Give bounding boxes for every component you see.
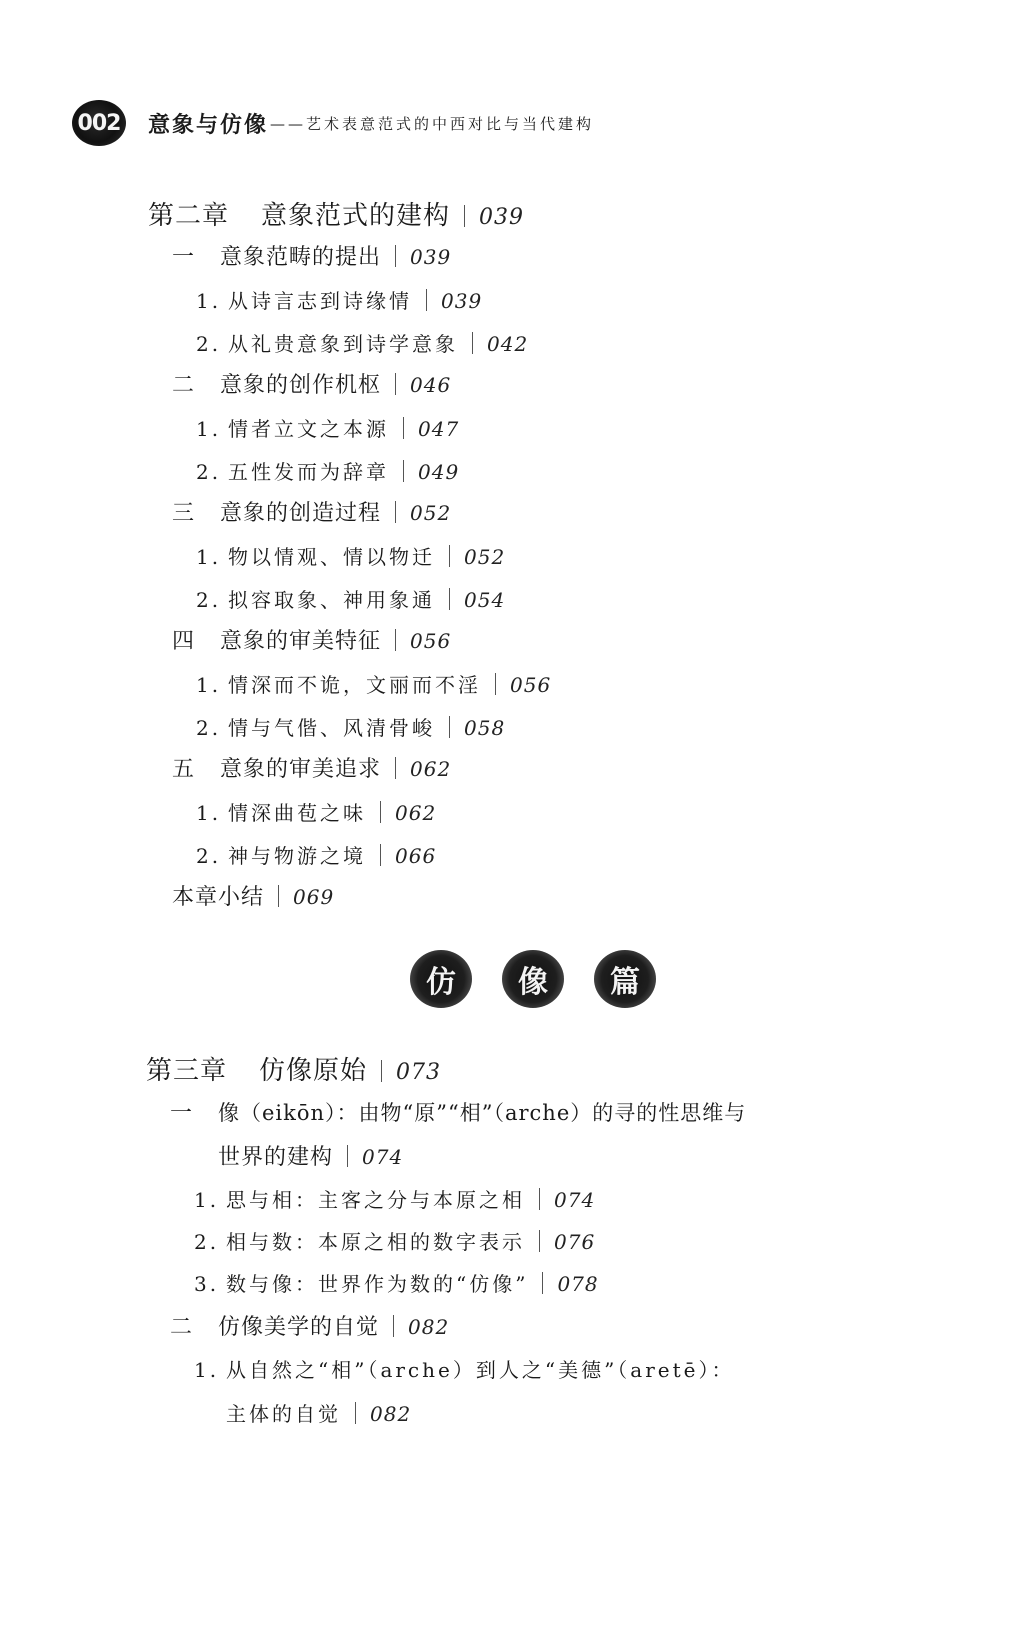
page-ref: 074	[362, 1145, 404, 1169]
page-ref: 076	[554, 1230, 596, 1254]
page-ref: 062	[410, 757, 452, 781]
item-number: 2.	[194, 1230, 220, 1254]
toc-chapter-2[interactable]	[148, 195, 524, 232]
running-header	[72, 100, 594, 146]
page-separator	[380, 844, 381, 866]
chapter-label: 第三章	[146, 1056, 228, 1086]
item-title: 数与像：世界作为数的“仿像”	[226, 1272, 529, 1296]
page-separator	[380, 801, 381, 823]
item-title: 五性发而为辞章	[228, 460, 389, 484]
part-char: 像	[502, 950, 564, 1008]
toc-item[interactable]	[194, 1268, 599, 1297]
item-number: 1.	[196, 289, 222, 313]
item-number: 1.	[196, 417, 222, 441]
page-ref: 078	[557, 1272, 599, 1296]
page-ref: 049	[418, 460, 460, 484]
page-ref: 047	[418, 417, 460, 441]
item-number: 1.	[194, 1188, 220, 1212]
page-ref: 074	[554, 1188, 596, 1212]
page-ref: 082	[408, 1315, 450, 1339]
toc-item-continued[interactable]	[226, 1398, 411, 1427]
item-number: 1.	[194, 1358, 220, 1382]
page-separator	[347, 1145, 348, 1167]
page-ref: 066	[395, 844, 437, 868]
page-separator	[395, 757, 396, 779]
part-char: 仿	[410, 950, 472, 1008]
toc-item[interactable]	[196, 584, 505, 613]
item-title: 情深而不诡，文丽而不淫	[228, 673, 481, 697]
page-separator	[449, 545, 450, 567]
toc-item[interactable]	[196, 797, 436, 826]
page-ref: 039	[479, 205, 525, 230]
page-separator	[495, 673, 496, 695]
item-number: 1.	[196, 673, 222, 697]
item-number: 2.	[196, 716, 222, 740]
item-title: 相与数：本原之相的数字表示	[226, 1230, 525, 1254]
item-title: 物以情观、情以物迁	[228, 545, 435, 569]
section-title: 仿像美学的自觉	[218, 1315, 380, 1340]
book-title: 意象与仿像	[148, 111, 269, 138]
page-ref: 039	[410, 245, 452, 269]
page-ref: 073	[396, 1060, 442, 1085]
section-title: 意象的审美特征	[220, 629, 382, 654]
item-number: 2.	[196, 588, 222, 612]
page-separator	[395, 501, 396, 523]
part-char: 篇	[594, 950, 656, 1008]
page-separator	[395, 629, 396, 651]
page-ref: 082	[370, 1402, 412, 1426]
toc-item[interactable]	[196, 413, 459, 442]
page-ref: 054	[464, 588, 506, 612]
toc-section[interactable]	[172, 240, 451, 271]
toc-item[interactable]	[196, 328, 528, 357]
section-number: 四	[172, 629, 196, 654]
page-ref: 042	[487, 332, 529, 356]
page-separator	[381, 1060, 382, 1082]
item-title-continued: 主体的自觉	[226, 1402, 341, 1426]
page-separator	[395, 245, 396, 267]
section-title: 意象范畴的提出	[220, 245, 382, 270]
page-separator	[403, 460, 404, 482]
book-subtitle: ——艺术表意范式的中西对比与当代建构	[270, 114, 595, 133]
summary-title: 本章小结	[172, 885, 265, 910]
page-number-badge: 002	[72, 100, 126, 146]
page-ref: 062	[395, 801, 437, 825]
toc-section[interactable]	[172, 368, 451, 399]
page-separator	[403, 417, 404, 439]
section-number: 一	[172, 245, 196, 270]
toc-section[interactable]	[172, 752, 451, 783]
item-title: 情者立文之本源	[228, 417, 389, 441]
item-title: 从礼贵意象到诗学意象	[228, 332, 458, 356]
page-ref: 039	[441, 289, 483, 313]
page-ref: 052	[410, 501, 452, 525]
section-title: 意象的创作机枢	[220, 373, 382, 398]
toc-summary[interactable]	[172, 880, 334, 911]
part-banner	[410, 950, 656, 1008]
section-number: 一	[170, 1101, 194, 1126]
toc-section[interactable]	[172, 496, 451, 527]
section-number: 二	[172, 373, 196, 398]
item-title: 情与气偕、风清骨峻	[228, 716, 435, 740]
toc-section-continued[interactable]	[218, 1140, 403, 1171]
section-title: 意象的创造过程	[220, 501, 382, 526]
item-title: 思与相：主客之分与本原之相	[226, 1188, 525, 1212]
page-separator	[464, 205, 465, 227]
toc-item[interactable]	[196, 285, 482, 314]
item-title: 从自然之“相”（arche）到人之“美德”（aretē）：	[226, 1358, 735, 1382]
page-separator	[355, 1402, 356, 1424]
item-number: 2.	[196, 460, 222, 484]
chapter-label: 第二章	[148, 201, 230, 231]
toc-item[interactable]	[196, 840, 436, 869]
chapter-title: 仿像原始	[259, 1056, 368, 1086]
toc-item[interactable]	[196, 669, 551, 698]
item-number: 1.	[196, 545, 222, 569]
item-number: 2.	[196, 332, 222, 356]
section-title: 像（eikōn）：由物“原”“相”（arche）的寻的性思维与	[218, 1101, 747, 1125]
page-separator	[542, 1272, 543, 1294]
toc-section[interactable]	[172, 624, 451, 655]
item-title: 拟容取象、神用象通	[228, 588, 435, 612]
page-separator	[449, 588, 450, 610]
page-ref: 056	[410, 629, 452, 653]
item-title: 情深曲苞之味	[228, 801, 366, 825]
toc-item[interactable]	[194, 1184, 595, 1213]
toc-section[interactable]	[170, 1096, 746, 1127]
toc-item[interactable]	[194, 1354, 735, 1383]
section-number: 三	[172, 501, 196, 526]
toc-item[interactable]	[194, 1226, 595, 1255]
page-separator	[539, 1188, 540, 1210]
item-title: 神与物游之境	[228, 844, 366, 868]
item-number: 1.	[196, 801, 222, 825]
item-number: 2.	[196, 844, 222, 868]
page-separator	[472, 332, 473, 354]
page-ref: 056	[510, 673, 552, 697]
page-separator	[395, 373, 396, 395]
toc-section[interactable]	[170, 1310, 449, 1341]
section-number: 五	[172, 757, 196, 782]
section-number: 二	[170, 1315, 194, 1340]
section-title: 意象的审美追求	[220, 757, 382, 782]
chapter-title: 意象范式的建构	[261, 201, 451, 231]
page-separator	[426, 289, 427, 311]
page-separator	[539, 1230, 540, 1252]
item-number: 3.	[194, 1272, 220, 1296]
page-ref: 052	[464, 545, 506, 569]
item-title: 从诗言志到诗缘情	[228, 289, 412, 313]
page-ref: 069	[293, 885, 335, 909]
toc-item[interactable]	[196, 456, 459, 485]
page-separator	[393, 1315, 394, 1337]
section-title-continued: 世界的建构	[218, 1145, 334, 1170]
toc-item[interactable]	[196, 712, 505, 741]
page-ref: 046	[410, 373, 452, 397]
page-separator	[449, 716, 450, 738]
toc-item[interactable]	[196, 541, 505, 570]
page-ref: 058	[464, 716, 506, 740]
page-separator	[278, 885, 279, 907]
toc-chapter-3[interactable]	[146, 1050, 441, 1087]
